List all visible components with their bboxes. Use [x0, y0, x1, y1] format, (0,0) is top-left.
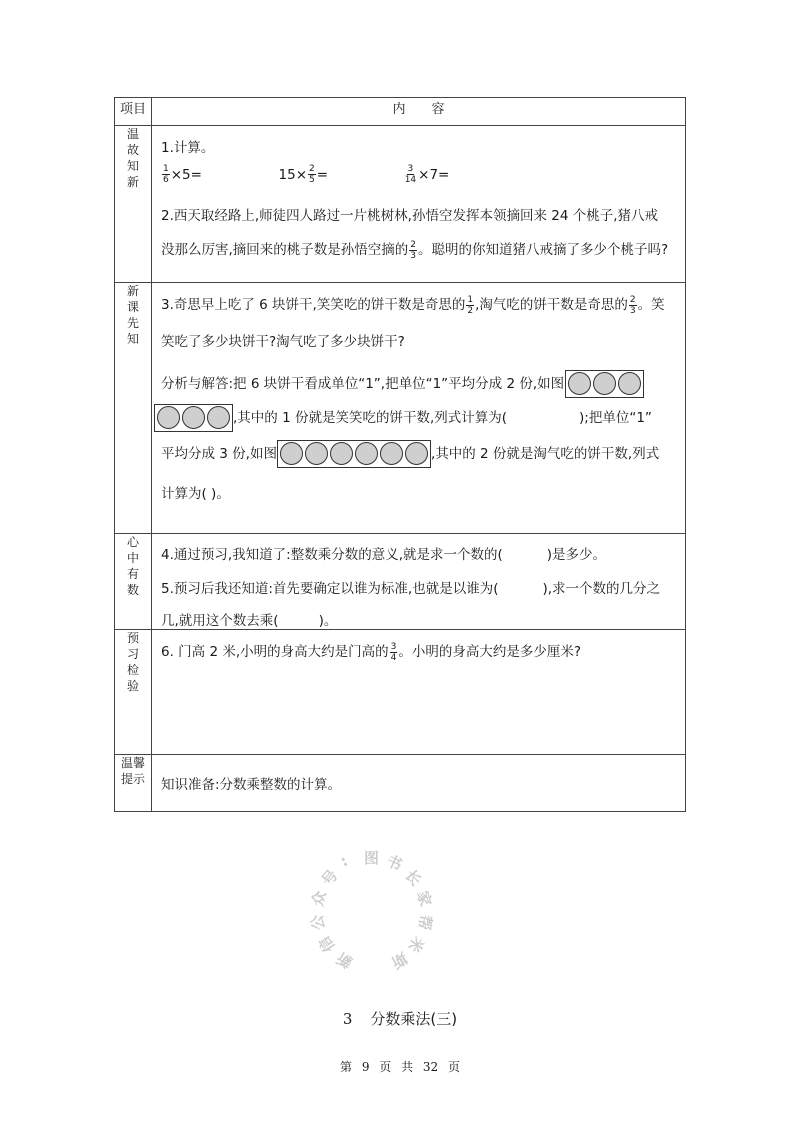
stamp-char: 新: [333, 948, 356, 972]
stamp-char: 米: [404, 932, 428, 956]
page-footer: 第 9 页 共 32 页: [340, 1060, 460, 1074]
fraction: $\frac{2}{3}$: [410, 239, 417, 261]
expr-3: $\frac{3}{14}$ ×7=: [404, 164, 450, 185]
stamp-char: 众: [308, 888, 330, 908]
cookie-circle: [280, 442, 303, 465]
circle-diagram-3: [565, 370, 644, 398]
cookie-circle: [380, 442, 403, 465]
cookie-circle: [355, 442, 378, 465]
section-review: [115, 126, 686, 283]
section-label-newlesson: 新课先知: [126, 284, 139, 346]
stamp-char: 书: [383, 851, 406, 875]
check-content: [152, 640, 685, 663]
newlesson-content: [152, 293, 685, 502]
section-tip: [115, 755, 686, 812]
lesson-name: 分数乘法(三): [370, 1010, 458, 1028]
stamp-char: 图: [364, 849, 380, 867]
stamp-char: 信: [315, 932, 339, 956]
q1-title: 1.计算。: [161, 140, 215, 156]
header-content: 内容: [152, 98, 686, 126]
section-label-check: 预习检验: [126, 631, 139, 693]
section-label-tip: 温馨提示: [120, 756, 145, 786]
cookie-circle: [330, 442, 353, 465]
expr-1: $\frac{1}{6}$ ×5=: [163, 164, 202, 185]
analysis-line-4: 计算为( )。: [161, 485, 230, 502]
knowledge-content: [152, 543, 685, 629]
q3-line-2: 笑吃了多少块饼干?淘气吃了多少块饼干?: [161, 333, 405, 350]
analysis-line-3: 平均分成 3 份,如图 ,其中的 2 份就是淘气吃的饼干数,列式: [161, 440, 679, 468]
cookie-circle: [618, 372, 641, 395]
section-newlesson: [115, 283, 686, 534]
header-item: 项目: [115, 98, 152, 126]
stamp-char: 斯: [387, 948, 410, 972]
section-label-knowledge: 心中有数: [126, 535, 139, 597]
q5-line-1: 5.预习后我还知道:首先要确定以谁为标准,也就是以谁为( ),求一个数的几分之: [161, 581, 661, 597]
analysis-line-2: ,其中的 1 份就是笑笑吃的饼干数,列式计算为( );把单位“1”: [161, 404, 679, 432]
cookie-circle: [157, 406, 180, 429]
fraction: $\frac{1}{2}$: [467, 294, 474, 316]
lesson-number: 3: [342, 1010, 353, 1028]
q5-line-2: 几,就用这个数去乘( )。: [161, 613, 338, 629]
q4-line: 4.通过预习,我知道了:整数乘分数的意义,就是求一个数的( )是多少。: [161, 547, 607, 563]
lesson-title: [0, 1008, 800, 1029]
watermark-stamp: [302, 840, 442, 980]
q1-expressions: [161, 164, 679, 186]
stamp-char: 号: [318, 865, 342, 889]
stamp-char: 家: [413, 888, 435, 908]
q2-line-2: 没那么厉害,摘回来的桃子数是孙悟空摘的 $\frac{2}{3}$ 。聪明的你知道猪八戒摘了多少个桃子吗?: [161, 239, 669, 261]
fraction: $\frac{2}{5}$: [309, 164, 315, 185]
fraction: $\frac{2}{3}$: [629, 294, 636, 316]
review-content: [152, 136, 685, 261]
cookie-circle: [305, 442, 328, 465]
q6-line: 6. 门高 2 米,小明的身高大约是门高的 $\frac{3}{4}$ 。小明的身高大约是多少厘米?: [161, 641, 582, 663]
fraction: $\frac{3}{14}$: [404, 164, 417, 185]
cookie-circle: [593, 372, 616, 395]
stamp-char: 帮: [415, 913, 436, 931]
expr-2: 15× $\frac{2}{5}$ =: [278, 164, 329, 185]
cookie-circle: [568, 372, 591, 395]
q3-line-1: 3.奇思早上吃了 6 块饼干,笑笑吃的饼干数是奇思的 $\frac{1}{2}$ ,淘气吃的饼干数是奇思的 $\frac{2}{3}$ 。笑: [161, 294, 665, 316]
cookie-circle: [182, 406, 205, 429]
stamp-char: :: [337, 851, 351, 871]
header-row: [115, 98, 686, 126]
worksheet-table: [114, 97, 686, 812]
stamp-char: 长: [401, 865, 425, 889]
section-check: [115, 630, 686, 755]
stamp-char: 公: [307, 913, 328, 931]
analysis-line-1: 分析与解答:把 6 块饼干看成单位“1”,把单位“1”平均分成 2 份,如图: [161, 370, 679, 398]
fraction: $\frac{1}{6}$: [163, 164, 169, 185]
cookie-circle: [207, 406, 230, 429]
circle-diagram-6: [277, 440, 431, 468]
section-label-review: 温故知新: [126, 127, 139, 189]
circle-diagram-3b: [154, 404, 233, 432]
tip-text: 知识准备:分数乘整数的计算。: [161, 777, 342, 793]
cookie-circle: [405, 442, 428, 465]
q2-line-1: 2.西天取经路上,师徒四人路过一片桃树林,孙悟空发挥本领摘回来 24 个桃子,猪八戒: [161, 208, 659, 224]
section-knowledge: [115, 534, 686, 630]
fraction: $\frac{3}{4}$: [390, 641, 397, 663]
